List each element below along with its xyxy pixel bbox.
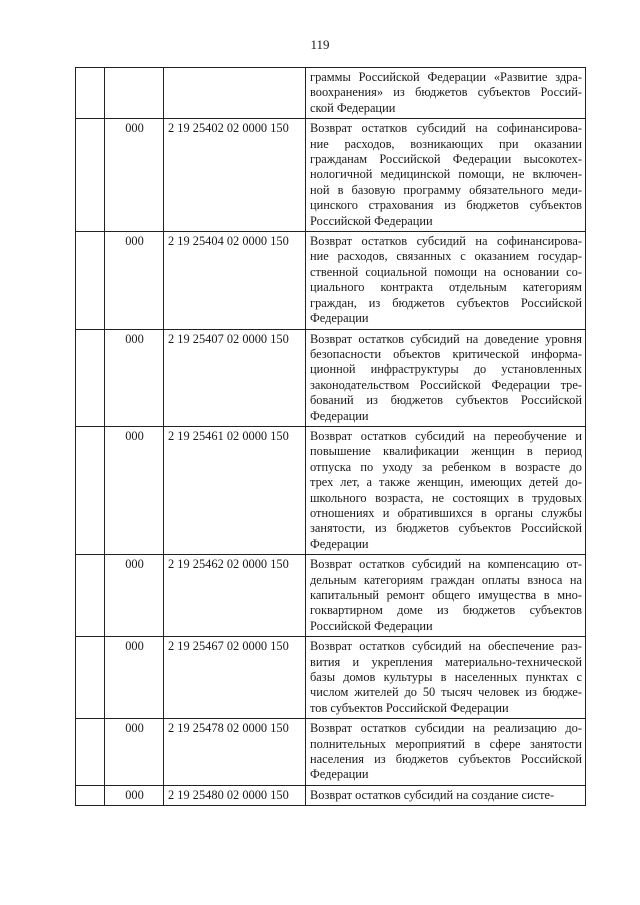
revenue-name-cell — [306, 785, 586, 805]
budget-code-cell: 2 19 25407 02 0000 150 — [164, 329, 306, 426]
revenue-name-cell — [306, 426, 586, 554]
text-line: Российской Федерации — [310, 213, 433, 228]
text-line: бований из бюджетов субъектов Российской — [310, 393, 582, 408]
text-line: базы домов культуры в населенных пунктах с — [310, 670, 582, 685]
text-line: Российской Федерации — [310, 618, 433, 633]
text-line: тов субъектов Российской Федерации — [310, 700, 509, 715]
table-row — [76, 119, 586, 232]
text-line: занятости, из бюджетов субъектов Российской — [310, 521, 582, 536]
empty-cell — [76, 637, 105, 719]
text-line: отношениях и обратившихся в органы службы — [310, 505, 582, 520]
revenue-name-cell — [306, 329, 586, 426]
text-line: капитальный ремонт общего имущества в мно- — [310, 588, 582, 602]
table-row — [76, 555, 586, 637]
text-line: Возврат остатков субсидий на софинансирова- — [310, 121, 582, 136]
text-line: Возврат остатков субсидии на реализацию до- — [310, 721, 582, 736]
text-line: вития и укрепления материально-технической — [310, 654, 582, 669]
budget-code-cell: 2 19 25467 02 0000 150 — [164, 637, 306, 719]
text-line: отпуска по уходу за ребенком в возрасте до — [310, 459, 582, 474]
table-row — [76, 785, 586, 805]
budget-code-cell: 2 19 25402 02 0000 150 — [164, 119, 306, 232]
text-line: Возврат остатков субсидий на софинансирова- — [310, 234, 582, 249]
text-line: безопасности объектов критической информа- — [310, 346, 582, 361]
revenue-name-cell — [306, 555, 586, 637]
text-line: Федерации — [310, 767, 369, 782]
text-line: гоквартирном доме из бюджетов субъектов — [310, 603, 582, 618]
admin-code-cell: 000 — [105, 119, 164, 232]
text-line: гражданам Российской Федерации высокотех- — [310, 152, 582, 167]
text-line: ние расходов, связанных с оказанием государ- — [310, 249, 582, 264]
budget-code-cell: 2 19 25480 02 0000 150 — [164, 785, 306, 805]
table-row — [76, 637, 586, 719]
table-row — [76, 68, 586, 119]
empty-cell — [76, 232, 105, 329]
text-line: населения из бюджетов субъектов Российской — [310, 752, 582, 767]
text-line: трех лет, а также женщин, имеющих детей до- — [310, 475, 582, 490]
revenue-name-cell — [306, 119, 586, 232]
text-line: Возврат остатков субсидий на доведение уровня — [310, 331, 582, 346]
empty-cell — [76, 785, 105, 805]
table-row — [76, 329, 586, 426]
text-line: ционной инфраструктуры до установленных — [310, 362, 582, 377]
revenue-name-cell — [306, 719, 586, 786]
empty-cell — [76, 329, 105, 426]
text-line: полнительных мероприятий в сфере занятости — [310, 736, 582, 751]
table-row — [76, 426, 586, 554]
text-line: Федерации — [310, 408, 369, 423]
empty-cell — [76, 68, 105, 119]
empty-cell — [76, 555, 105, 637]
text-line: ние расходов, возникающих при оказании — [310, 136, 582, 151]
text-line: Федерации — [310, 311, 369, 326]
text-line: цинского страхования из бюджетов субъектов — [310, 198, 582, 213]
text-line: ской Федерации — [310, 100, 396, 115]
text-line: граждан, из бюджетов субъектов Российской — [310, 295, 582, 310]
text-line: воохранения» из бюджетов субъектов Россий- — [310, 85, 582, 100]
text-line: повышение квалификации женщин в период — [310, 444, 582, 459]
page-number: 119 — [310, 37, 330, 52]
text-line: Возврат остатков субсидий на компенсацию от- — [310, 557, 582, 572]
text-line: дельным категориям граждан оплаты взноса на — [310, 572, 582, 587]
empty-cell — [76, 719, 105, 786]
budget-code-cell: 2 19 25461 02 0000 150 — [164, 426, 306, 554]
text-line: законодательством Российской Федерации тре- — [310, 377, 582, 392]
admin-code-cell: 000 — [105, 555, 164, 637]
revenue-name-cell — [306, 637, 586, 719]
text-line: ственной социальной помощи на основании со- — [310, 264, 582, 279]
text-line: школьного возраста, не состоящих в трудовых — [310, 490, 582, 505]
budget-code-cell: 2 19 25462 02 0000 150 — [164, 555, 306, 637]
admin-code-cell: 000 — [105, 719, 164, 786]
text-line: циального контракта отдельным категориям — [310, 280, 582, 295]
admin-code-cell: 000 — [105, 232, 164, 329]
text-line: ной в базовую программу обязательного меди- — [310, 182, 582, 197]
table-row — [76, 719, 586, 786]
text-line: граммы Российской Федерации «Развитие здра- — [310, 70, 582, 84]
budget-code-cell — [164, 68, 306, 119]
text-line: Возврат остатков субсидий на создание систе- — [310, 787, 555, 802]
empty-cell — [76, 119, 105, 232]
text-line: Возврат остатков субсидий на обеспечение раз- — [310, 639, 582, 654]
table-row — [76, 232, 586, 329]
admin-code-cell: 000 — [105, 426, 164, 554]
text-line: Возврат остатков субсидий на переобучение и — [310, 428, 582, 443]
text-line: числом жителей до 50 тысяч человек из бюдже- — [310, 685, 582, 700]
revenue-name-cell — [306, 232, 586, 329]
admin-code-cell: 000 — [105, 785, 164, 805]
table-body — [76, 68, 586, 806]
empty-cell — [76, 426, 105, 554]
admin-code-cell: 000 — [105, 329, 164, 426]
admin-code-cell: 000 — [105, 637, 164, 719]
budget-code-cell: 2 19 25404 02 0000 150 — [164, 232, 306, 329]
revenue-name-cell — [306, 68, 586, 119]
admin-code-cell — [105, 68, 164, 119]
budget-classification-table — [75, 67, 586, 806]
text-line: Федерации — [310, 536, 369, 551]
text-line: нологичной медицинской помощи, не включен- — [310, 167, 582, 182]
budget-code-cell: 2 19 25478 02 0000 150 — [164, 719, 306, 786]
